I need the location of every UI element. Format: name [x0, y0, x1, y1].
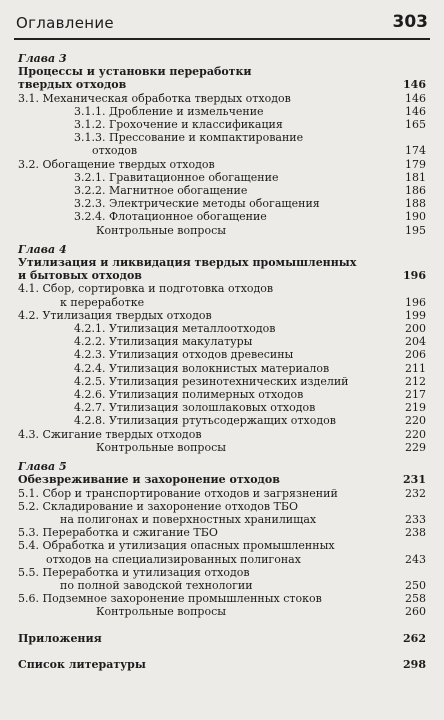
toc-entry: 3.1.2. Грохочение и классификация 165 [74, 118, 426, 132]
toc-entry: 4.3. Сжигание твердых отходов 220 [18, 427, 426, 441]
toc-entry: по полной заводской технологии 250 [60, 578, 426, 592]
page-header [0, 0, 444, 46]
toc-entry: 4.2.7. Утилизация золошлаковых отходов 219 [74, 401, 426, 415]
chapter-title: и бытовых отходов 196 [18, 269, 426, 283]
chapter-title: Утилизация и ликвидация твердых промышленных [18, 256, 357, 270]
toc-entry: на полигонах и поверхностных хранилищах 233 [60, 512, 426, 526]
toc-entry: 3.2.3. Электрические методы обогащения 188 [74, 197, 426, 211]
toc-page: 146 [403, 78, 426, 92]
chapter-label: Глава 4 [18, 242, 67, 256]
bibliography-entry: Список литературы 298 [18, 657, 426, 671]
chapter-label: Глава 5 [18, 460, 67, 474]
toc-entry: 5.6. Подземное захоронение промышленных стоков 258 [18, 592, 426, 606]
toc-entry: 4.2.6. Утилизация полимерных отходов 217 [74, 388, 426, 402]
toc-entry: 4.2.1. Утилизация металлоотходов 200 [74, 322, 426, 336]
toc-entry: 5.2. Складирование и захоронение отходов ТБО [18, 499, 298, 513]
toc-entry: 5.4. Обработка и утилизация опасных промышленных [18, 539, 335, 553]
toc-entry: 4.2.3. Утилизация отходов древесины 206 [74, 348, 426, 362]
toc-entry: 5.1. Сбор и транспортирование отходов и загрязнений 232 [18, 486, 426, 500]
toc-entry: отходов 174 [92, 144, 426, 158]
chapter-title: твердых отходов 146 [18, 78, 426, 92]
toc-entry: 3.2.2. Магнитное обогащение 186 [74, 184, 426, 198]
toc-entry: отходов на специализированных полигонах 243 [46, 552, 426, 566]
toc-entry: 3.1. Механическая обработка твердых отходов 146 [18, 91, 426, 105]
chapter-title: Обезвреживание и захоронение отходов 231 [18, 473, 426, 487]
toc-entry: 3.1.1. Дробление и измельчение 146 [74, 104, 426, 118]
toc-entry: 3.2.4. Флотационное обогащение 190 [74, 210, 426, 224]
toc-entry: Контрольные вопросы 195 [96, 223, 426, 237]
header-rule [14, 38, 430, 40]
toc-entry: 4.2.2. Утилизация макулатуры 204 [74, 335, 426, 349]
running-title: Оглавление [16, 14, 114, 32]
toc-entry: 3.1.3. Прессование и компактирование [74, 131, 304, 145]
table-of-contents [18, 52, 426, 671]
toc-entry: 4.2.8. Утилизация ртутьсодержащих отходов 220 [74, 414, 426, 428]
toc-entry: 4.1. Сбор, сортировка и подготовка отходов [18, 282, 274, 296]
toc-entry: Контрольные вопросы 229 [96, 440, 426, 454]
toc-entry: 5.5. Переработка и утилизация отходов [18, 565, 250, 579]
toc-entry: 3.2. Обогащение твердых отходов 179 [18, 157, 426, 171]
toc-entry: к переработке 196 [60, 295, 426, 309]
toc-entry: 5.3. Переработка и сжигание ТБО 238 [18, 526, 426, 540]
toc-entry: 4.2.4. Утилизация волокнистых материалов 211 [74, 361, 426, 375]
toc-entry: 3.2.1. Гравитационное обогащение 181 [74, 170, 426, 184]
chapter-title: Процессы и установки переработки [18, 65, 252, 79]
chapter-label: Глава 3 [18, 52, 67, 65]
page-number: 303 [392, 12, 428, 32]
toc-entry: 4.2. Утилизация твердых отходов 199 [18, 308, 426, 322]
toc-entry: 4.2.5. Утилизация резинотехнических изделий 212 [74, 374, 426, 388]
appendix-entry: Приложения 262 [18, 631, 426, 645]
toc-entry: Контрольные вопросы 260 [96, 605, 426, 619]
